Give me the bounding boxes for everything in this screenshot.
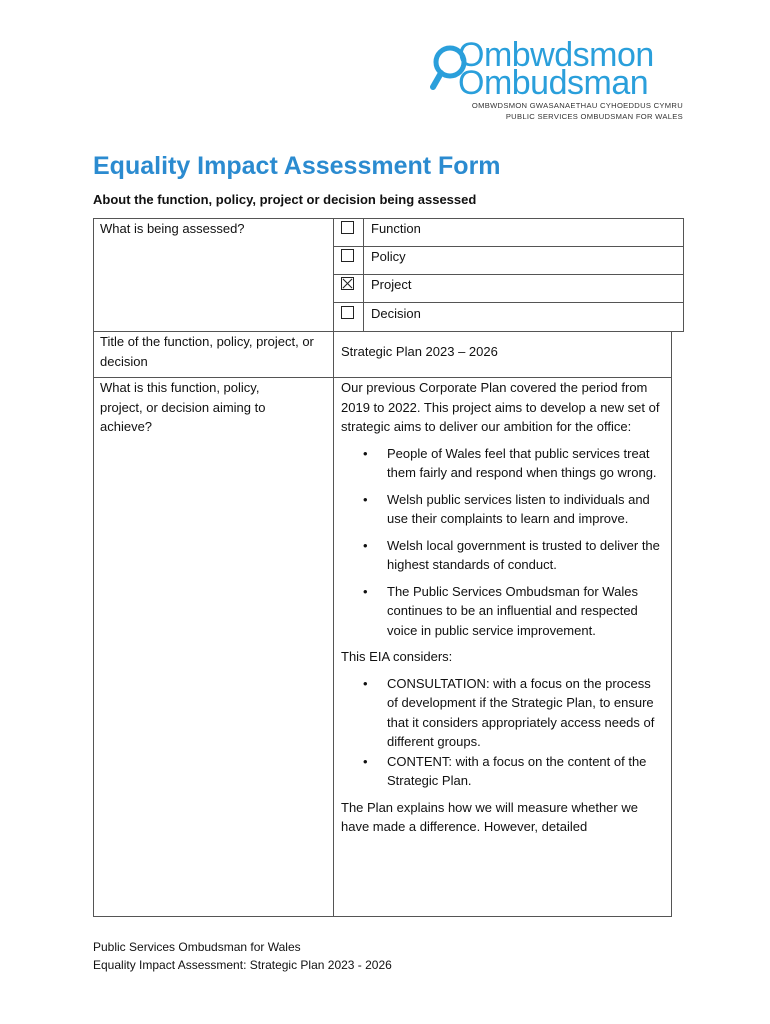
policy-option-label: Policy: [371, 249, 406, 264]
aim-row-label: What is this function, policy, project, or decision aiming to achieve?: [100, 380, 266, 434]
footer-line-2: Equality Impact Assessment: Strategic Plan 2023 - 2026: [93, 958, 392, 972]
title-row-value: Strategic Plan 2023 – 2026: [341, 344, 498, 359]
ombudsman-logo: [430, 36, 685, 125]
project-checkbox[interactable]: [341, 277, 354, 290]
aim-closing: The Plan explains how we will measure whether we have made a difference. However, detailed: [341, 799, 638, 834]
decision-checkbox[interactable]: [341, 306, 354, 319]
list-item: • The Public Services Ombudsman for Wales continues to be an influential and respected voice in public service improvement.: [341, 582, 663, 641]
aims-list: [341, 444, 663, 641]
table-border-left: [93, 218, 94, 917]
table-divider: [333, 302, 683, 303]
policy-checkbox[interactable]: [341, 249, 354, 262]
list-item: • People of Wales feel that public services treat them fairly and respond when things go wrong.: [341, 444, 663, 483]
considers-list: [341, 674, 663, 791]
checkbox-column-divider: [363, 218, 364, 332]
logo-subtitle-english: PUBLIC SERVICES OMBUDSMAN FOR WALES: [505, 112, 683, 121]
table-border-bottom: [93, 916, 671, 917]
list-item: • Welsh local government is trusted to deliver the highest standards of conduct.: [341, 536, 663, 575]
considers-intro: This EIA considers:: [341, 649, 453, 664]
table-divider: [333, 246, 683, 247]
logo-word-welsh: Ombwdsmon: [458, 36, 654, 74]
table-column-divider: [333, 218, 334, 917]
function-option-label: Function: [371, 221, 421, 236]
list-item: • CONTENT: with a focus on the content of the Strategic Plan.: [341, 752, 663, 791]
aim-intro: Our previous Corporate Plan covered the period from 2019 to 2022. This project aims to develop a new set of strategic aims to deliver our ambition for the office:: [341, 380, 660, 434]
function-checkbox[interactable]: [341, 221, 354, 234]
list-item: • Welsh public services listen to individuals and use their complaints to learn and improve.: [341, 490, 663, 529]
section-subheading: About the function, policy, project or decision being assessed: [93, 192, 477, 207]
logo-subtitle-welsh: OMBWDSMON GWASANAETHAU CYHOEDDUS CYMRU: [471, 101, 683, 110]
aim-row-content: [341, 378, 663, 837]
footer-line-1: Public Services Ombudsman for Wales: [93, 940, 301, 954]
logo-word-english: Ombudsman: [458, 64, 649, 102]
table-border-right: [683, 218, 684, 332]
list-item: • CONSULTATION: with a focus on the process of development if the Strategic Plan, to ensure that it considers appropriately access needs of different groups.: [341, 674, 663, 752]
decision-option-label: Decision: [371, 306, 421, 321]
project-option-label: Project: [371, 277, 412, 292]
table-divider: [333, 274, 683, 275]
title-row-label: Title of the function, policy, project, or decision: [100, 334, 314, 369]
assessed-label: What is being assessed?: [100, 221, 245, 236]
page-title: Equality Impact Assessment Form: [93, 152, 501, 180]
table-border-right: [671, 331, 672, 917]
